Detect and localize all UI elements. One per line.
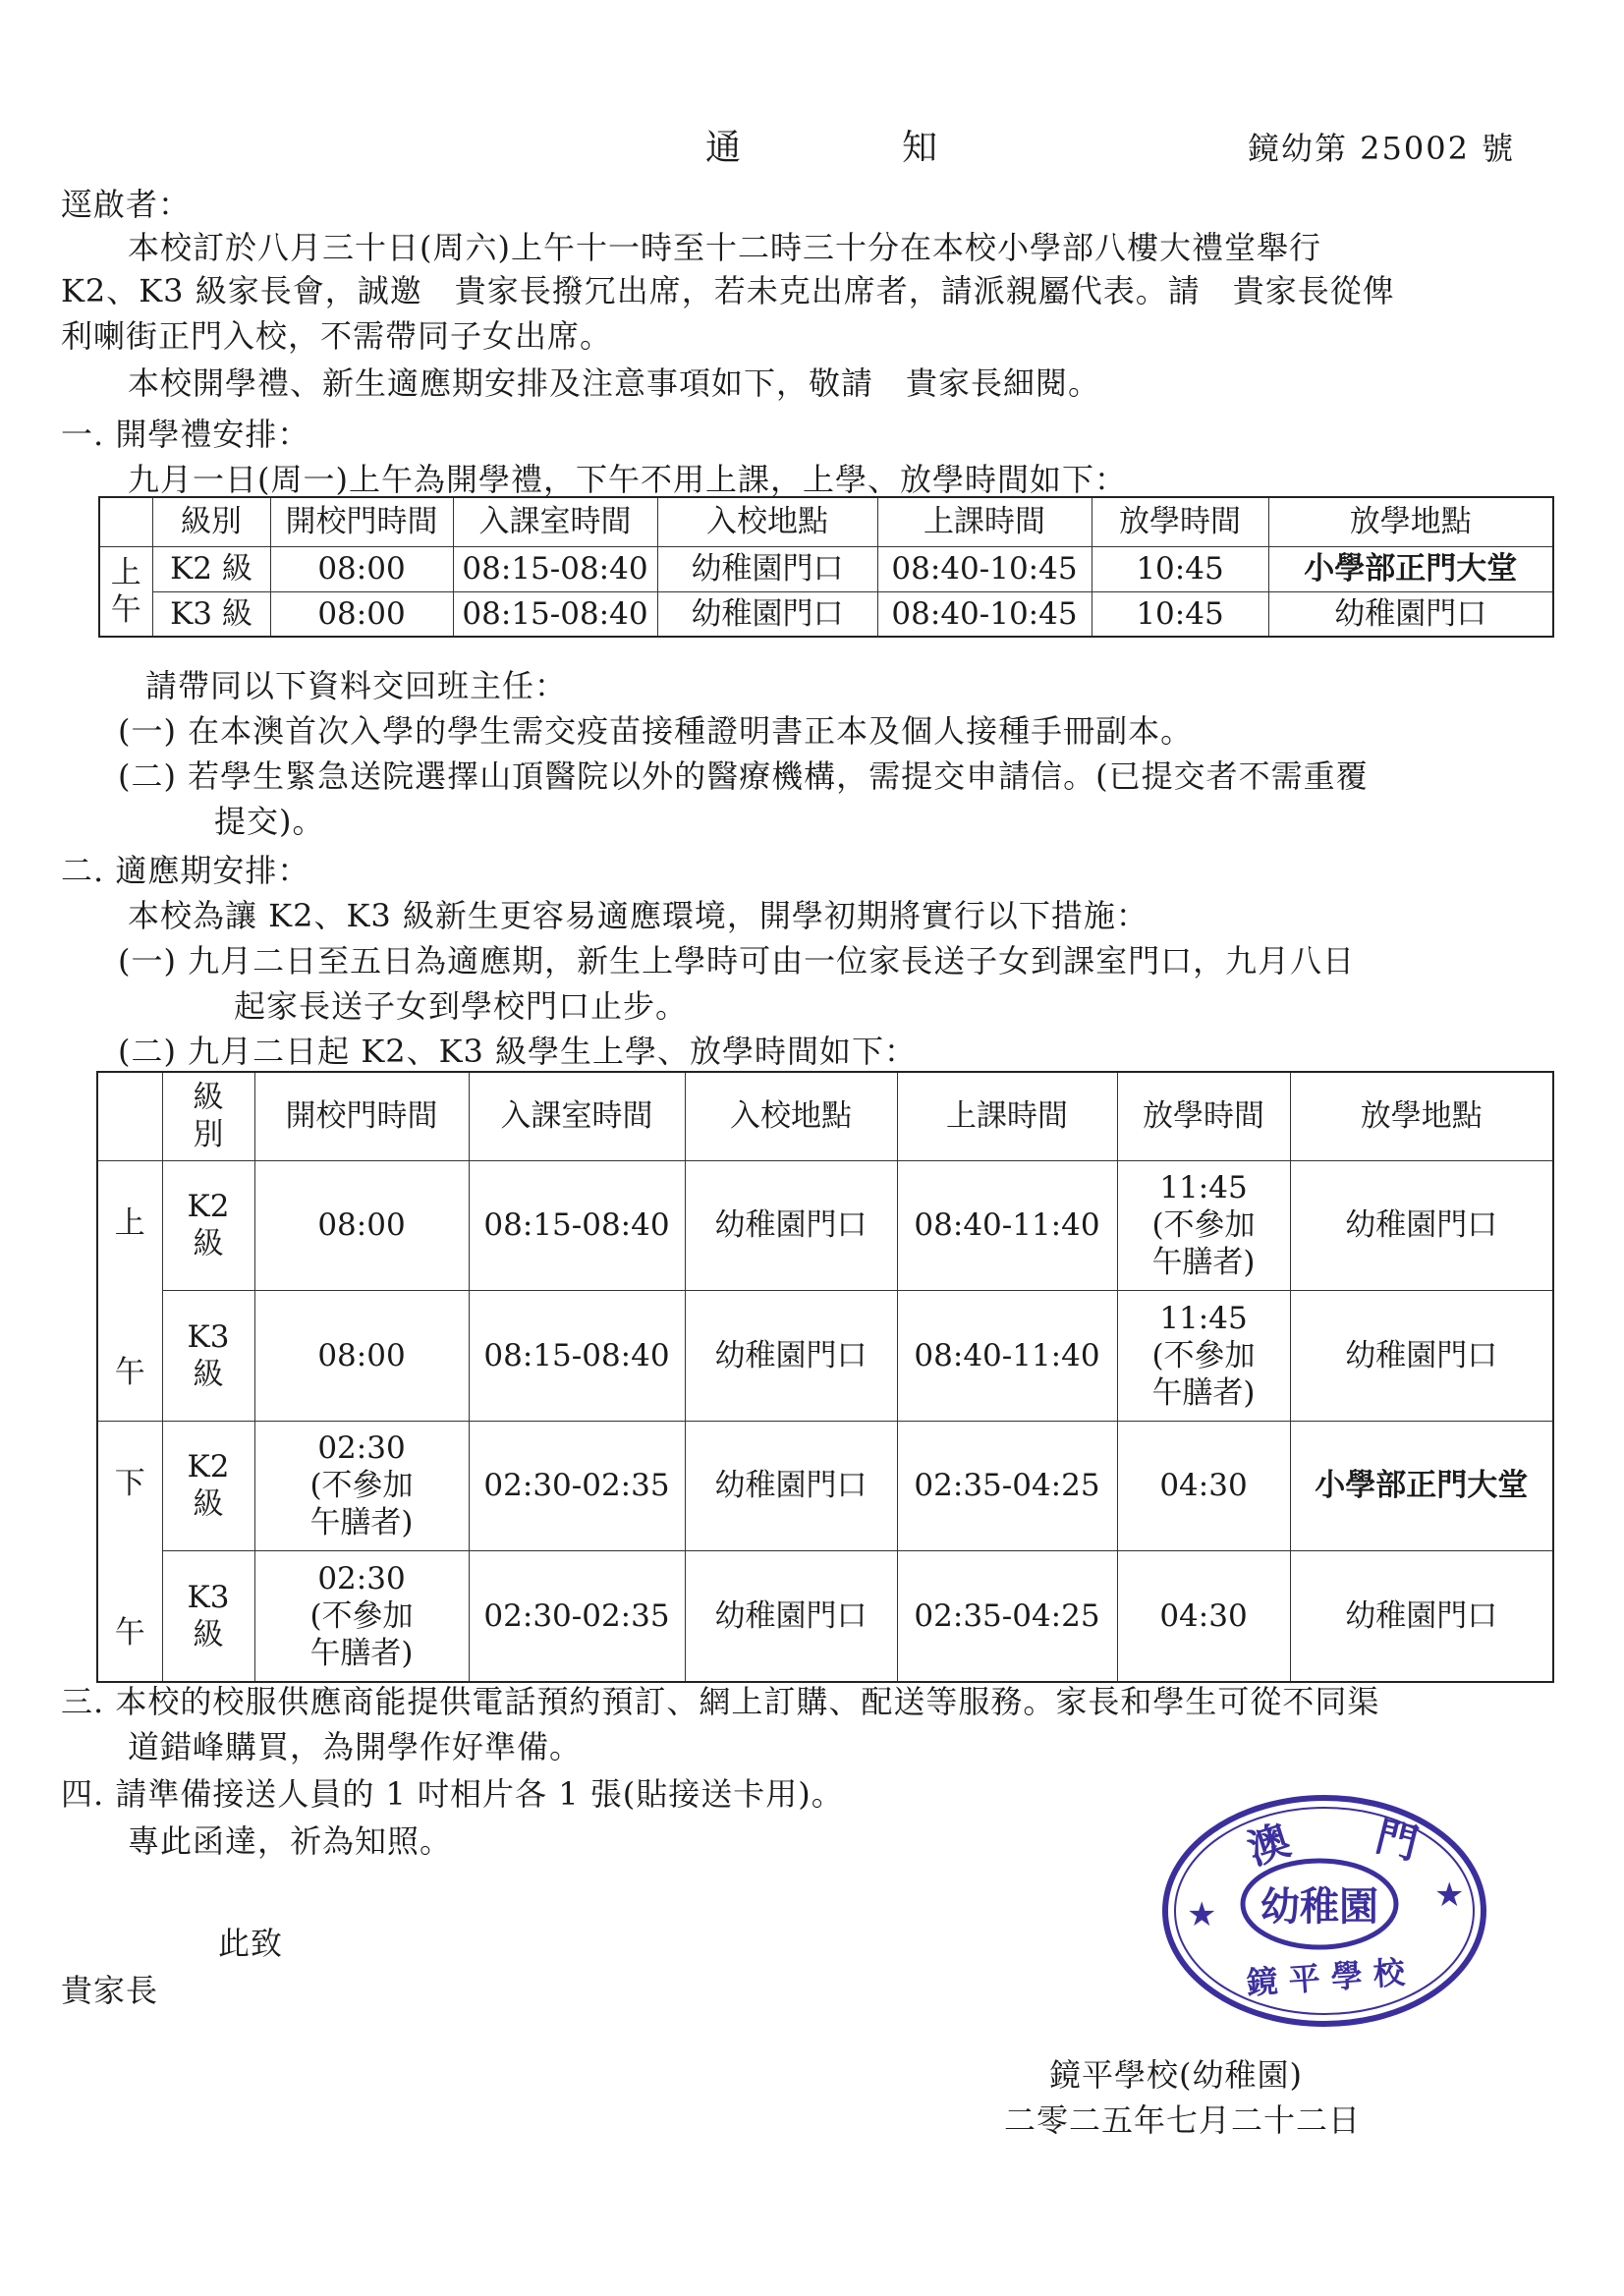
gate-open-text: 08:00 (317, 1207, 406, 1244)
period-cell-am (99, 546, 152, 637)
gate-open-cell (254, 1421, 469, 1551)
gate-open-text: 02:30 (317, 1560, 406, 1596)
grade-cell (162, 1421, 254, 1551)
gate-open-text: (不參加 (309, 1468, 414, 1504)
table-header-cell: 入校地點 (685, 1072, 897, 1160)
opening-day-schedule-table (98, 496, 1554, 638)
dismissal-time-cell: 04:30 (1117, 1551, 1290, 1682)
entry-place-cell: 幼稚園門口 (685, 1291, 897, 1422)
title-row (0, 126, 1624, 175)
dismissal-text: 午膳者) (1151, 1374, 1256, 1411)
class-time-cell: 02:35-04:25 (897, 1421, 1117, 1551)
period-char: 下 (114, 1465, 145, 1501)
stamp-center-text: 幼稚園 (1260, 1883, 1378, 1930)
enter-class-cell: 02:30-02:35 (469, 1421, 685, 1551)
grade-text: 級 (193, 1356, 224, 1392)
dismissal-place-cell: 小學部正門大堂 (1290, 1421, 1553, 1551)
period-cell-am (97, 1160, 162, 1421)
entry-place-cell: 幼稚園門口 (685, 1160, 897, 1291)
grade-cell: K2 級 (152, 546, 270, 591)
section-2-item-1-line-1: (一) 九月二日至五日為適應期，新生上學時可由一位家長送子女到課室門口，九月八日 (118, 942, 1356, 980)
grade-header-char: 別 (193, 1117, 224, 1153)
documents-item-2-line-1: (二) 若學生緊急送院選擇山頂醫院以外的醫療機構，需提交申請信。(已提交者不需重覆 (118, 757, 1369, 795)
dismissal-place-cell: 幼稚園門口 (1268, 591, 1553, 637)
dismissal-time-cell (1117, 1291, 1290, 1422)
table-header-cell (99, 497, 152, 546)
gate-open-cell (254, 1551, 469, 1682)
table-header-cell: 開校門時間 (270, 497, 453, 546)
grade-cell (162, 1291, 254, 1422)
grade-cell (162, 1160, 254, 1291)
dismissal-time-cell (1117, 1160, 1290, 1291)
table-header-cell: 上課時間 (877, 497, 1092, 546)
paragraph-1-line-2: K2、K3 級家長會，誠邀 貴家長撥冗出席，若未克出席者，請派親屬代表。請 貴家長從俾 (61, 272, 1395, 309)
enter-class-cell: 08:15-08:40 (453, 591, 657, 637)
star-icon: ★ (1187, 1895, 1217, 1934)
gate-open-cell: 08:00 (270, 591, 453, 637)
table-row (97, 1291, 1553, 1422)
dismissal-time-cell: 10:45 (1092, 546, 1268, 591)
recipient: 貴家長 (61, 1972, 159, 2009)
table-header-cell: 上課時間 (897, 1072, 1117, 1160)
cizhi: 此致 (218, 1925, 284, 1962)
period-char: 午 (114, 1614, 145, 1651)
table-header-cell: 開校門時間 (254, 1072, 469, 1160)
grade-cell (162, 1551, 254, 1682)
gate-open-text: 02:30 (317, 1430, 406, 1467)
section-3-line-1: 三. 本校的校服供應商能提供電話預約預訂、網上訂購、配送等服務。家長和學生可從不同渠 (61, 1683, 1380, 1720)
issue-date: 二零二五年七月二十二日 (1004, 2101, 1362, 2139)
section-4-line-1: 四. 請準備接送人員的 1 吋相片各 1 張(貼接送卡用)。 (61, 1775, 844, 1813)
period-char: 上 (110, 554, 141, 590)
entry-place-cell: 幼稚園門口 (685, 1551, 897, 1682)
class-time-cell: 08:40-11:40 (897, 1160, 1117, 1291)
dismissal-text: (不參加 (1151, 1337, 1256, 1373)
grade-text: 級 (193, 1226, 224, 1262)
dismissal-text: 11:45 (1159, 1300, 1248, 1336)
section-2-item-2: (二) 九月二日起 K2、K3 級學生上學、放學時間如下： (118, 1033, 918, 1070)
entry-place-cell: 幼稚園門口 (685, 1421, 897, 1551)
stamp-top-char-1: 澳 (1241, 1815, 1297, 1875)
grade-text: K2 (187, 1189, 230, 1225)
gate-open-cell (254, 1291, 469, 1422)
salutation: 逕啟者： (61, 186, 192, 223)
gate-open-cell: 08:00 (270, 546, 453, 591)
dismissal-time-cell: 10:45 (1092, 591, 1268, 637)
enter-class-cell: 08:15-08:40 (469, 1291, 685, 1422)
grade-text: K2 (187, 1449, 230, 1485)
paragraph-1-line-3: 利喇街正門入校，不需帶同子女出席。 (61, 317, 613, 355)
grade-text: K3 (187, 1318, 230, 1355)
dismissal-place-cell: 幼稚園門口 (1290, 1291, 1553, 1422)
table-header-row (99, 497, 1553, 546)
table-row (99, 546, 1553, 591)
period-char: 午 (114, 1354, 145, 1390)
table-header-cell: 入校地點 (657, 497, 877, 546)
table-header-cell (162, 1072, 254, 1160)
grade-text: 級 (193, 1616, 224, 1652)
grade-header-char: 級 (193, 1080, 224, 1116)
table-header-cell (97, 1072, 162, 1160)
table-row (97, 1551, 1553, 1682)
dismissal-text: 午膳者) (1151, 1245, 1256, 1281)
table-header-cell: 入課室時間 (469, 1072, 685, 1160)
dismissal-place-cell: 幼稚園門口 (1290, 1160, 1553, 1291)
table-header-row (97, 1072, 1553, 1160)
gate-open-cell (254, 1160, 469, 1291)
table-row (99, 591, 1553, 637)
title-char-1: 通 (705, 128, 744, 168)
section-3-line-2: 道錯峰購買，為開學作好準備。 (128, 1728, 583, 1765)
class-time-cell: 08:40-11:40 (897, 1291, 1117, 1422)
enter-class-cell: 02:30-02:35 (469, 1551, 685, 1682)
section-2-intro: 本校為讓 K2、K3 級新生更容易適應環境，開學初期將實行以下措施： (128, 897, 1148, 934)
dismissal-text: (不參加 (1151, 1207, 1256, 1244)
table-row (97, 1160, 1553, 1291)
gate-open-text: 午膳者) (309, 1505, 414, 1541)
gate-open-text: (不參加 (309, 1597, 414, 1634)
dismissal-text: 11:45 (1159, 1170, 1248, 1206)
dismissal-time-cell: 04:30 (1117, 1421, 1290, 1551)
school-seal-stamp (1157, 1788, 1491, 2034)
entry-place-cell: 幼稚園門口 (657, 546, 877, 591)
paragraph-2: 本校開學禮、新生適應期安排及注意事項如下，敬請 貴家長細閱。 (128, 364, 1101, 402)
section-1-intro: 九月一日(周一)上午為開學禮，下午不用上課，上學、放學時間如下： (128, 461, 1127, 498)
class-time-cell: 08:40-10:45 (877, 546, 1092, 591)
period-char: 上 (114, 1204, 145, 1241)
grade-cell: K3 級 (152, 591, 270, 637)
period-char: 午 (110, 591, 141, 628)
stamp-bottom-text: 鏡 平 學 校 (1245, 1953, 1407, 2002)
section-1-heading: 一. 開學禮安排： (61, 416, 310, 453)
enter-class-cell: 08:15-08:40 (453, 546, 657, 591)
dismissal-place-cell: 幼稚園門口 (1290, 1551, 1553, 1682)
section-2-heading: 二. 適應期安排： (61, 852, 310, 889)
documents-item-1: (一) 在本澳首次入學的學生需交疫苗接種證明書正本及個人接種手冊副本。 (118, 712, 1194, 750)
title-char-2: 知 (902, 128, 940, 168)
gate-open-text: 08:00 (317, 1337, 406, 1373)
grade-text: 級 (193, 1486, 224, 1523)
table-header-cell: 放學時間 (1117, 1072, 1290, 1160)
star-icon: ★ (1434, 1876, 1465, 1915)
dismissal-place-cell: 小學部正門大堂 (1268, 546, 1553, 591)
paragraph-1-line-1: 本校訂於八月三十日(周六)上午十一時至十二時三十分在本校小學部八樓大禮堂舉行 (128, 229, 1321, 266)
gate-open-text: 午膳者) (309, 1635, 414, 1671)
table-header-cell: 放學地點 (1268, 497, 1553, 546)
school-name: 鏡平學校(幼稚園) (1049, 2056, 1303, 2094)
documents-intro: 請帶同以下資料交回班主任： (145, 667, 568, 704)
section-2-item-1-line-2: 起家長送子女到學校門口止步。 (234, 987, 689, 1025)
class-time-cell: 02:35-04:25 (897, 1551, 1117, 1682)
table-header-cell: 級別 (152, 497, 270, 546)
stamp-top-char-2: 門 (1371, 1812, 1424, 1869)
period-cell-pm (97, 1421, 162, 1682)
entry-place-cell: 幼稚園門口 (657, 591, 877, 637)
table-header-cell: 放學時間 (1092, 497, 1268, 546)
documents-item-2-line-2: 提交)。 (214, 803, 325, 840)
table-header-cell: 放學地點 (1290, 1072, 1553, 1160)
document-number: 鏡幼第 25002 號 (1248, 130, 1516, 167)
table-row (97, 1421, 1553, 1551)
class-time-cell: 08:40-10:45 (877, 591, 1092, 637)
adaptation-schedule-table (96, 1071, 1554, 1683)
grade-text: K3 (187, 1579, 230, 1615)
table-header-cell: 入課室時間 (453, 497, 657, 546)
closing-remark: 專此函達，祈為知照。 (128, 1822, 453, 1860)
enter-class-cell: 08:15-08:40 (469, 1160, 685, 1291)
